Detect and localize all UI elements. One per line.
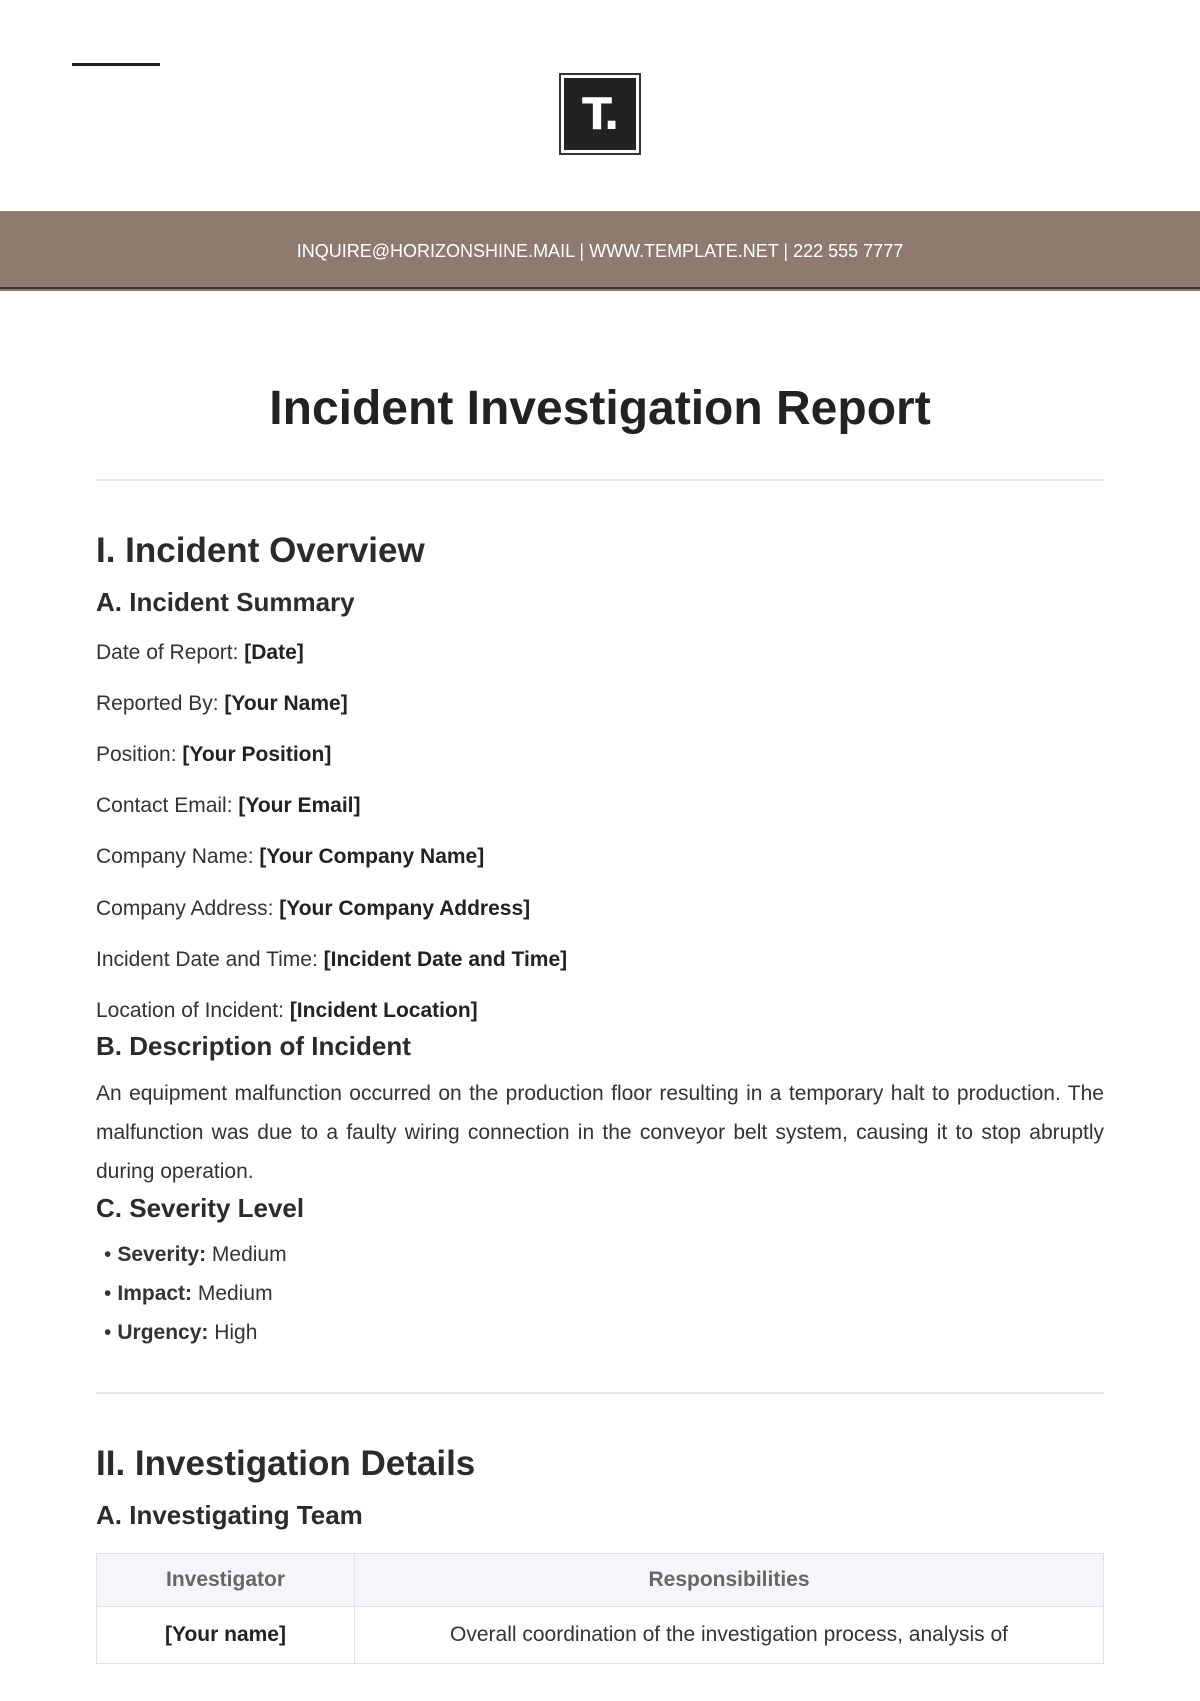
investigating-team-table [96, 1553, 1104, 1664]
subsection-heading-summary: A. Incident Summary [96, 586, 355, 617]
table-header-row [97, 1554, 1104, 1607]
severity-item: • Severity: Medium [96, 1235, 1104, 1274]
column-header-investigator: Investigator [97, 1554, 355, 1607]
field-incident-date-time: Incident Date and Time: [Incident Date and Time] [96, 947, 568, 971]
section-heading-overview: I. Incident Overview [96, 530, 425, 570]
severity-list [96, 1235, 1104, 1352]
contact-banner [0, 211, 1200, 291]
field-date-of-report: Date of Report: [Date] [96, 640, 304, 664]
field-company-name: Company Name: [Your Company Name] [96, 845, 485, 869]
subsection-heading-severity: C. Severity Level [96, 1193, 305, 1224]
subsection-heading-description: B. Description of Incident [96, 1031, 411, 1062]
company-logo [559, 73, 641, 155]
field-position: Position: [Your Position] [96, 742, 332, 766]
field-company-address: Company Address: [Your Company Address] [96, 896, 531, 920]
column-header-responsibilities: Responsibilities [355, 1554, 1104, 1607]
responsibilities-cell: Overall coordination of the investigation process, analysis of [355, 1607, 1104, 1664]
table-row [97, 1607, 1104, 1664]
field-incident-location: Location of Incident: [Incident Location] [96, 998, 478, 1022]
section-divider [96, 1392, 1104, 1394]
contact-info: INQUIRE@HORIZONSHINE.MAIL | WWW.TEMPLATE.NET | 222 555 7777 [296, 240, 904, 261]
incident-description: An equipment malfunction occurred on the production floor resulting in a temporary halt to production. The malfunction was due to a faulty wiring connection in the conveyor belt system, causing it to stop abruptly during operation. [96, 1082, 1104, 1184]
urgency-item: • Urgency: High [96, 1313, 1104, 1352]
page-title: Incident Investigation Report [269, 382, 931, 435]
subsection-heading-team: A. Investigating Team [96, 1500, 363, 1531]
summary-fields [96, 640, 1104, 1024]
investigator-cell: [Your name] [97, 1607, 355, 1664]
impact-item: • Impact: Medium [96, 1274, 1104, 1313]
logo-mark: T. [564, 78, 636, 150]
title-divider [96, 479, 1104, 481]
banner-divider [0, 287, 1200, 289]
field-reported-by: Reported By: [Your Name] [96, 691, 348, 715]
document-body [96, 380, 1104, 1664]
field-contact-email: Contact Email: [Your Email] [96, 794, 361, 818]
top-decorative-rule [72, 63, 160, 66]
section-heading-investigation: II. Investigation Details [96, 1444, 476, 1484]
